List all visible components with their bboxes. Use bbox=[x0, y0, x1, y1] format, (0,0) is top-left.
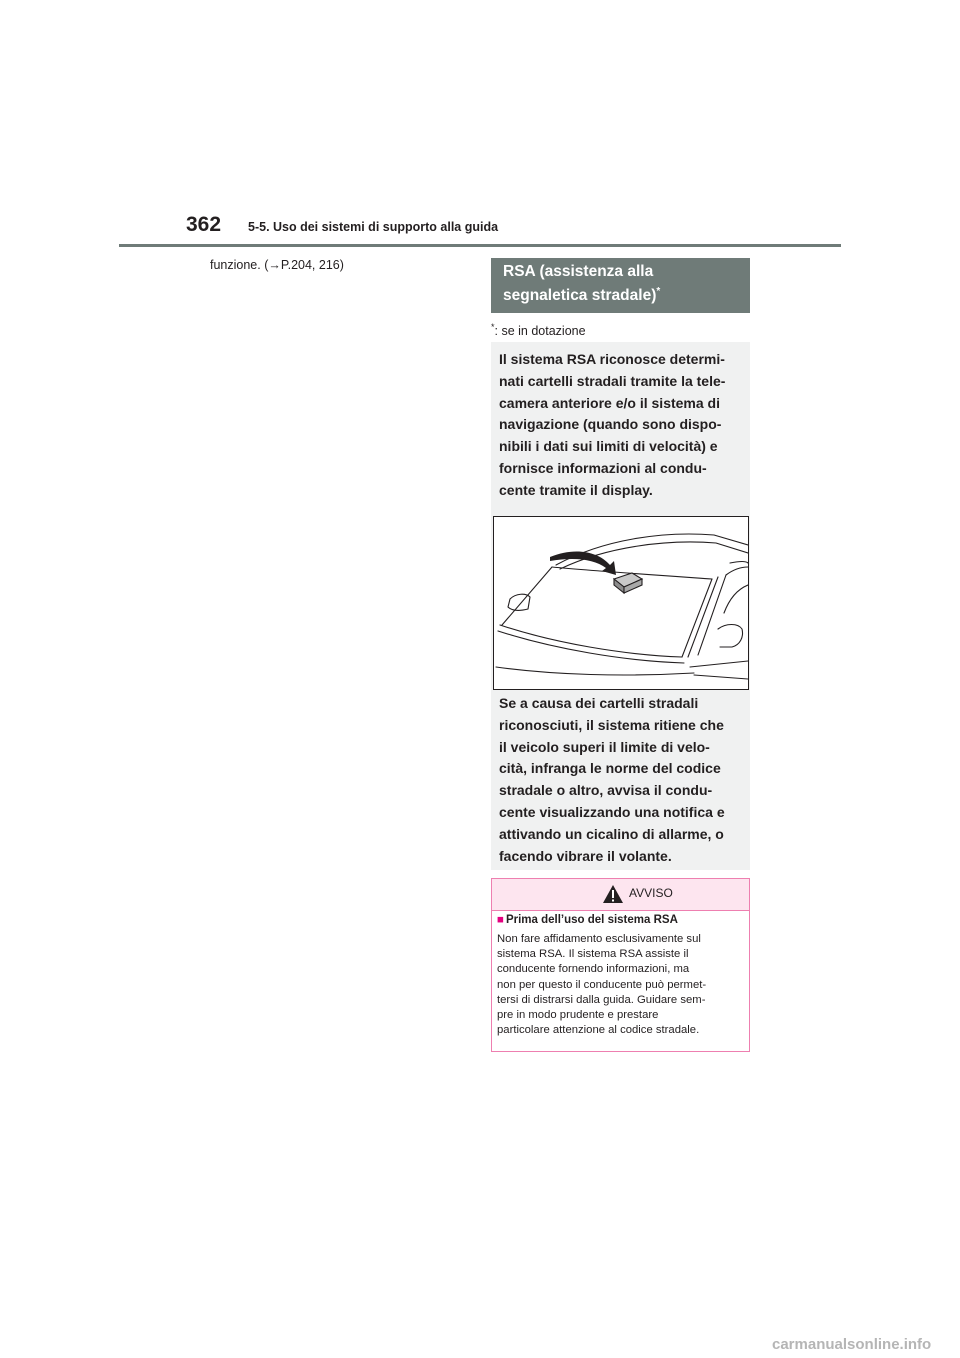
rsa-section-header bbox=[491, 258, 750, 313]
avviso-label: AVVISO bbox=[629, 886, 673, 900]
intro-line: camera anteriore e/o il sistema di bbox=[499, 394, 720, 411]
rsa-warning-description bbox=[499, 693, 743, 867]
intro-line: cente tramite il display. bbox=[499, 481, 653, 498]
rsa-title-line2-text: segnaletica stradale) bbox=[503, 287, 657, 304]
warn-line: riconosciuti, il sistema ritiene che bbox=[499, 716, 724, 733]
warning-triangle-icon bbox=[602, 884, 624, 909]
avviso-line: conducente fornendo informazioni, ma bbox=[497, 963, 690, 976]
warn-line: attivando un cicalino di allarme, o bbox=[499, 825, 724, 842]
intro-line: fornisce informazioni al condu- bbox=[499, 459, 707, 476]
footnote-asterisk: * bbox=[491, 322, 495, 332]
intro-line: nati cartelli stradali tramite la tele- bbox=[499, 372, 726, 389]
avviso-line: Non fare affidamento esclusivamente sul bbox=[497, 933, 701, 945]
intro-line: navigazione (quando sono dispo- bbox=[499, 416, 722, 433]
avviso-line: pre in modo prudente e prestare bbox=[497, 1009, 659, 1022]
rsa-title-line2 bbox=[503, 284, 738, 308]
avviso-line: non per questo il conducente può permet- bbox=[497, 978, 707, 991]
left-column-text: funzione. (→P.204, 216) bbox=[210, 258, 344, 272]
rsa-title-asterisk: * bbox=[656, 285, 661, 297]
avviso-warning-box bbox=[491, 878, 750, 1052]
warn-line: cità, infranga le norme del codice bbox=[499, 760, 721, 777]
footnote bbox=[491, 322, 586, 338]
intro-line: nibili i dati sui limiti di velocità) e bbox=[499, 438, 718, 455]
avviso-body bbox=[497, 932, 743, 1038]
warn-line: il veicolo superi il limite di velo- bbox=[499, 738, 710, 755]
warn-line: stradale o altro, avvisa il condu- bbox=[499, 782, 713, 799]
header-rule bbox=[119, 244, 841, 247]
avviso-header bbox=[492, 879, 749, 911]
warn-line: facendo vibrare il volante. bbox=[499, 847, 672, 864]
avviso-line: tersi di distrarsi dalla guida. Guidare sem- bbox=[497, 993, 706, 1006]
avviso-line: particolare attenzione al codice stradale. bbox=[497, 1024, 700, 1037]
warn-line: Se a causa dei cartelli stradali bbox=[499, 695, 699, 711]
avviso-line: sistema RSA. Il sistema RSA assiste il bbox=[497, 948, 689, 961]
intro-line: Il sistema RSA riconosce determi- bbox=[499, 351, 725, 367]
footnote-text: : se in dotazione bbox=[494, 324, 586, 339]
page-number: 362 bbox=[186, 213, 222, 236]
watermark: carmanualsonline.info bbox=[772, 1336, 932, 1353]
windshield-camera-drawing bbox=[494, 517, 748, 689]
rsa-intro-text bbox=[499, 349, 743, 502]
avviso-subtitle-text: Prima dell’uso del sistema RSA bbox=[505, 914, 678, 926]
square-bullet-icon: ■ bbox=[497, 914, 504, 926]
section-title: 5-5. Uso dei sistemi di supporto alla guida bbox=[248, 220, 499, 234]
warn-line: cente visualizzando una notifica e bbox=[499, 803, 725, 820]
windshield-camera-illustration bbox=[493, 516, 749, 690]
rsa-title-line1: RSA (assistenza alla bbox=[503, 263, 654, 280]
avviso-subtitle bbox=[497, 914, 678, 926]
